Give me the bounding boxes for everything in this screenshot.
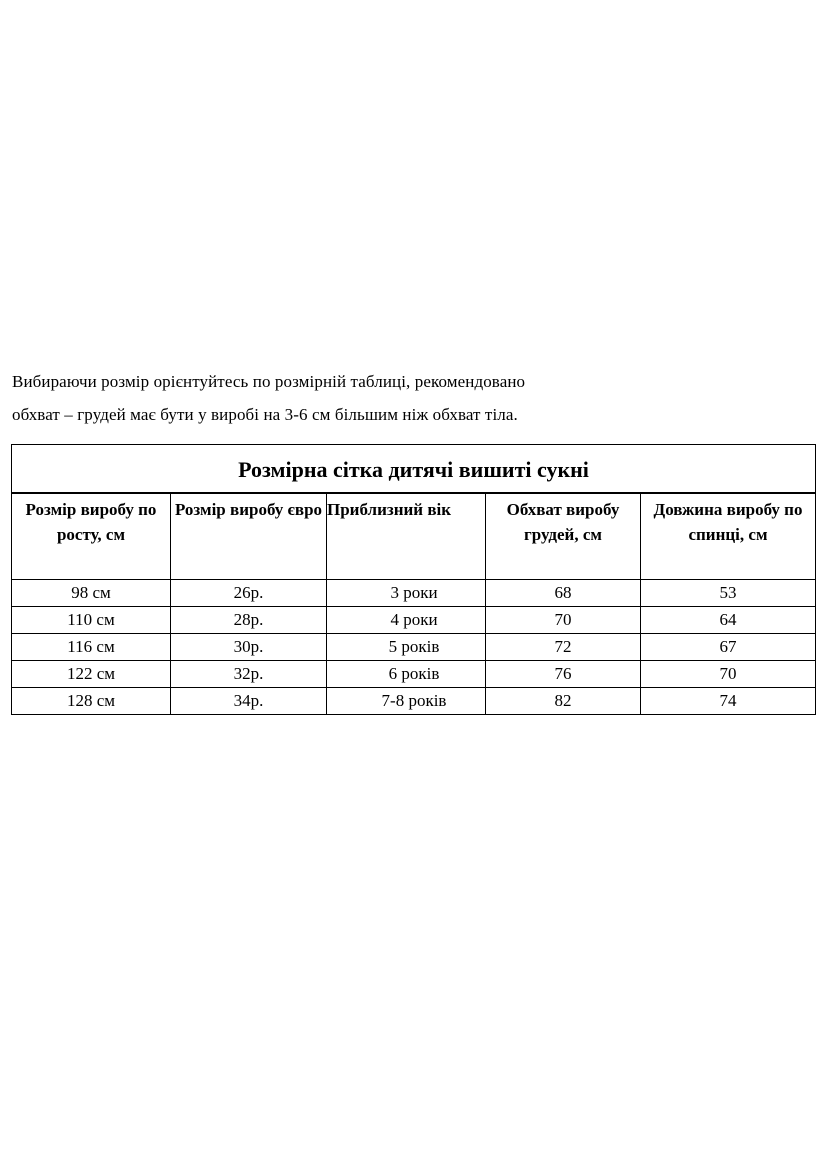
cell-length: 53	[641, 580, 816, 607]
cell-euro: 32р.	[171, 661, 327, 688]
cell-chest: 72	[486, 634, 641, 661]
cell-chest: 70	[486, 607, 641, 634]
cell-chest: 68	[486, 580, 641, 607]
table-row	[12, 634, 816, 661]
cell-length: 67	[641, 634, 816, 661]
cell-age: 6 років	[327, 661, 486, 688]
cell-age: 5 років	[327, 634, 486, 661]
cell-height: 116 см	[12, 634, 171, 661]
column-header-height: Розмір виробу по росту, см	[12, 493, 171, 580]
cell-length: 70	[641, 661, 816, 688]
intro-line-2: обхват – грудей має бути у виробі на 3-6 см більшим ніж обхват тіла.	[12, 405, 518, 424]
table-header-row	[12, 493, 816, 580]
size-chart-table	[11, 444, 816, 715]
cell-height: 98 см	[12, 580, 171, 607]
table-title-cell	[12, 445, 816, 494]
cell-euro: 30р.	[171, 634, 327, 661]
cell-height: 128 см	[12, 688, 171, 715]
cell-chest: 82	[486, 688, 641, 715]
cell-age: 3 роки	[327, 580, 486, 607]
cell-age: 4 роки	[327, 607, 486, 634]
cell-height: 110 см	[12, 607, 171, 634]
cell-chest: 76	[486, 661, 641, 688]
table-title-row	[12, 445, 816, 494]
column-header-chest: Обхват виробу грудей, см	[486, 493, 641, 580]
table-row	[12, 607, 816, 634]
column-header-euro-size: Розмір виробу євро	[171, 493, 327, 580]
intro-line-1: Вибираючи розмір орієнтуйтесь по розмірній таблиці, рекомендовано	[12, 372, 526, 391]
cell-euro: 26р.	[171, 580, 327, 607]
cell-height: 122 см	[12, 661, 171, 688]
table-row	[12, 661, 816, 688]
table-row	[12, 580, 816, 607]
cell-euro: 28р.	[171, 607, 327, 634]
column-header-length: Довжина виробу по спинці, см	[641, 493, 816, 580]
intro-paragraph	[12, 365, 812, 431]
cell-length: 74	[641, 688, 816, 715]
table-row	[12, 688, 816, 715]
column-header-age: Приблизний вік	[327, 493, 486, 580]
table-title: Розмірна сітка дитячі вишиті сукні	[238, 456, 589, 482]
size-chart-container	[11, 444, 815, 715]
cell-length: 64	[641, 607, 816, 634]
cell-euro: 34р.	[171, 688, 327, 715]
cell-age: 7-8 років	[327, 688, 486, 715]
